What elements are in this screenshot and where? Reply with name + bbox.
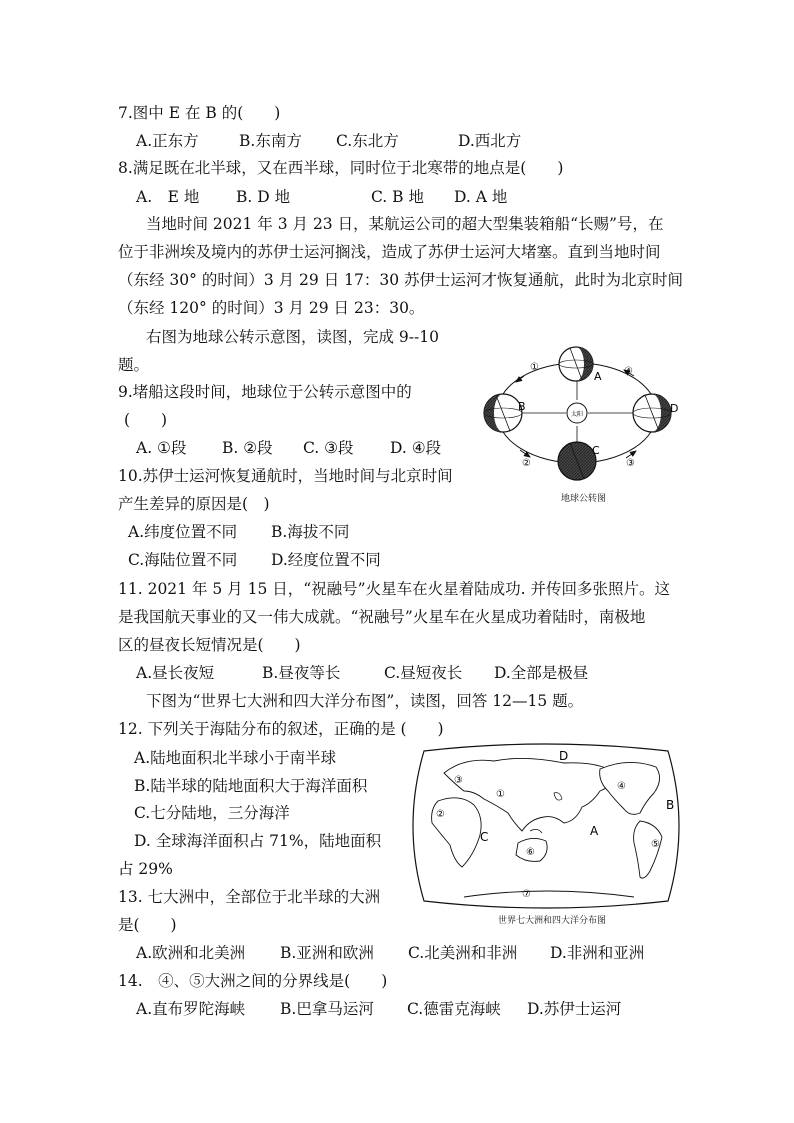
q9-stem-line-1: 9.堵船这段时间，地球位于公转示意图中的: [118, 383, 412, 401]
q8-option-a: A. E 地: [136, 188, 200, 206]
q13-option-c: C.北美洲和非洲: [408, 944, 518, 962]
segment-4: ④: [624, 366, 633, 377]
q13-stem-line-1: 13. 七大洲中，全部位于北半球的大洲: [118, 888, 381, 906]
q11-stem-line-3: 区的昼夜长短情况是( ): [118, 636, 301, 654]
q13-stem-line-2: 是( ): [118, 916, 177, 934]
q13-option-a: A.欧洲和北美洲: [136, 944, 246, 962]
earth-position-d: [633, 394, 671, 432]
passage-line-4: （东经 120° 的时间）3 月 29 日 23：30。: [118, 299, 425, 317]
q8-option-d: D. A 地: [454, 188, 508, 206]
earth-position-c: [558, 442, 596, 480]
continent-4: ④: [617, 781, 626, 792]
q7-option-c: C.东北方: [336, 132, 399, 150]
q12-option-d: D. 全球海洋面积占 71%，陆地面积: [134, 832, 382, 850]
q14-stem: 14. ④、⑤大洲之间的分界线是( ): [118, 972, 388, 990]
q12-option-d-cont: 占 29%: [118, 860, 173, 878]
earth-position-b: [484, 394, 522, 432]
q11-option-b: B.昼夜等长: [262, 664, 341, 682]
continent-7: ⑦: [522, 889, 531, 900]
sun-label: 太阳: [570, 411, 584, 418]
passage-line-1: 当地时间 2021 年 3 月 23 日，某航运公司的超大型集装箱船“长赐”号，在: [146, 215, 664, 233]
world-map-caption: 世界七大洲和四大洋分布图: [498, 916, 607, 926]
q7-option-a: A.正东方: [136, 132, 199, 150]
intro-9-10-line-2: 题。: [118, 356, 150, 374]
earth-position-a: [559, 347, 593, 381]
intro-9-10-line-1: 右图为地球公转示意图，读图，完成 9--10: [146, 328, 439, 346]
continent-3: ③: [454, 775, 463, 786]
earth-orbit-figure: [478, 340, 690, 510]
q9-option-a: A. ①段: [136, 439, 187, 457]
intro-12-15: 下图为“世界七大洲和四大洋分布图”，读图，回答 12—15 题。: [146, 692, 584, 710]
q9-option-b: B. ②段: [222, 439, 273, 457]
label-b: B: [518, 400, 526, 413]
q9-option-d: D. ④段: [390, 439, 442, 457]
q10-option-a: A.纬度位置不同: [128, 523, 238, 541]
segment-3: ③: [626, 458, 635, 469]
ocean-b: B: [666, 798, 675, 812]
q7-option-d: D.西北方: [458, 132, 522, 150]
label-d: D: [670, 402, 679, 415]
continent-1: ①: [496, 789, 505, 800]
q10-option-c: C.海陆位置不同: [128, 551, 238, 569]
ocean-c: C: [480, 830, 489, 844]
q11-option-a: A.昼长夜短: [136, 664, 215, 682]
q14-option-b: B.巴拿马运河: [280, 1000, 374, 1018]
continent-6: ⑥: [526, 847, 535, 858]
q14-option-c: C.德雷克海峡: [407, 1000, 501, 1018]
q13-option-b: B.亚洲和欧洲: [280, 944, 374, 962]
q14-option-d: D.苏伊士运河: [527, 1000, 622, 1018]
q11-option-d: D.全部是极昼: [494, 664, 589, 682]
q12-option-a: A.陆地面积北半球小于南半球: [134, 749, 337, 767]
segment-1: ①: [530, 362, 539, 373]
q11-stem-line-2: 是我国航天事业的又一伟大成就。“祝融号”火星车在火星成功着陆时，南极地: [118, 608, 646, 626]
q10-stem-line-1: 10.苏伊士运河恢复通航时，当地时间与北京时间: [118, 467, 453, 485]
segment-2: ②: [522, 458, 531, 469]
q12-option-b: B.陆半球的陆地面积大于海洋面积: [134, 777, 368, 795]
q9-stem-line-2: ( ): [124, 411, 168, 429]
q13-option-d: D.非洲和亚洲: [550, 944, 645, 962]
label-c: C: [592, 444, 600, 457]
q10-stem-line-2: 产生差异的原因是( ): [118, 495, 270, 513]
q8-stem: 8.满足既在北半球，又在西半球，同时位于北寒带的地点是( ): [118, 159, 564, 177]
q12-option-c: C.七分陆地，三分海洋: [134, 804, 290, 822]
ocean-d: D: [559, 749, 569, 763]
passage-line-3: （东经 30° 的时间）3 月 29 日 17：30 苏伊士运河才恢复通航，此时为北京时间: [118, 271, 683, 289]
ocean-a: A: [590, 824, 599, 838]
q10-option-d: D.经度位置不同: [271, 551, 381, 569]
q8-option-b: B. D 地: [236, 188, 291, 206]
label-a: A: [594, 370, 602, 383]
continent-5: ⑤: [651, 839, 660, 850]
q11-stem-line-1: 11. 2021 年 5 月 15 日，“祝融号”火星车在火星着陆成功. 并传回多张照片。这: [118, 580, 670, 598]
q9-option-c: C. ③段: [303, 439, 354, 457]
q7-stem: 7.图中 E 在 B 的( ): [118, 104, 281, 122]
continent-2: ②: [436, 809, 445, 820]
q8-option-c: C. B 地: [371, 188, 424, 206]
world-map-figure: [404, 743, 688, 909]
orbit-figure-caption: 地球公转图: [561, 494, 607, 504]
q7-option-b: B.东南方: [239, 132, 302, 150]
passage-line-2: 位于非洲埃及境内的苏伊士运河搁浅，造成了苏伊士运河大堵塞。直到当地时间: [118, 243, 661, 261]
q11-option-c: C.昼短夜长: [384, 664, 463, 682]
q10-option-b: B.海拔不同: [271, 523, 350, 541]
q14-option-a: A.直布罗陀海峡: [136, 1000, 246, 1018]
q12-stem: 12. 下列关于海陆分布的叙述，正确的是 ( ): [118, 720, 444, 738]
